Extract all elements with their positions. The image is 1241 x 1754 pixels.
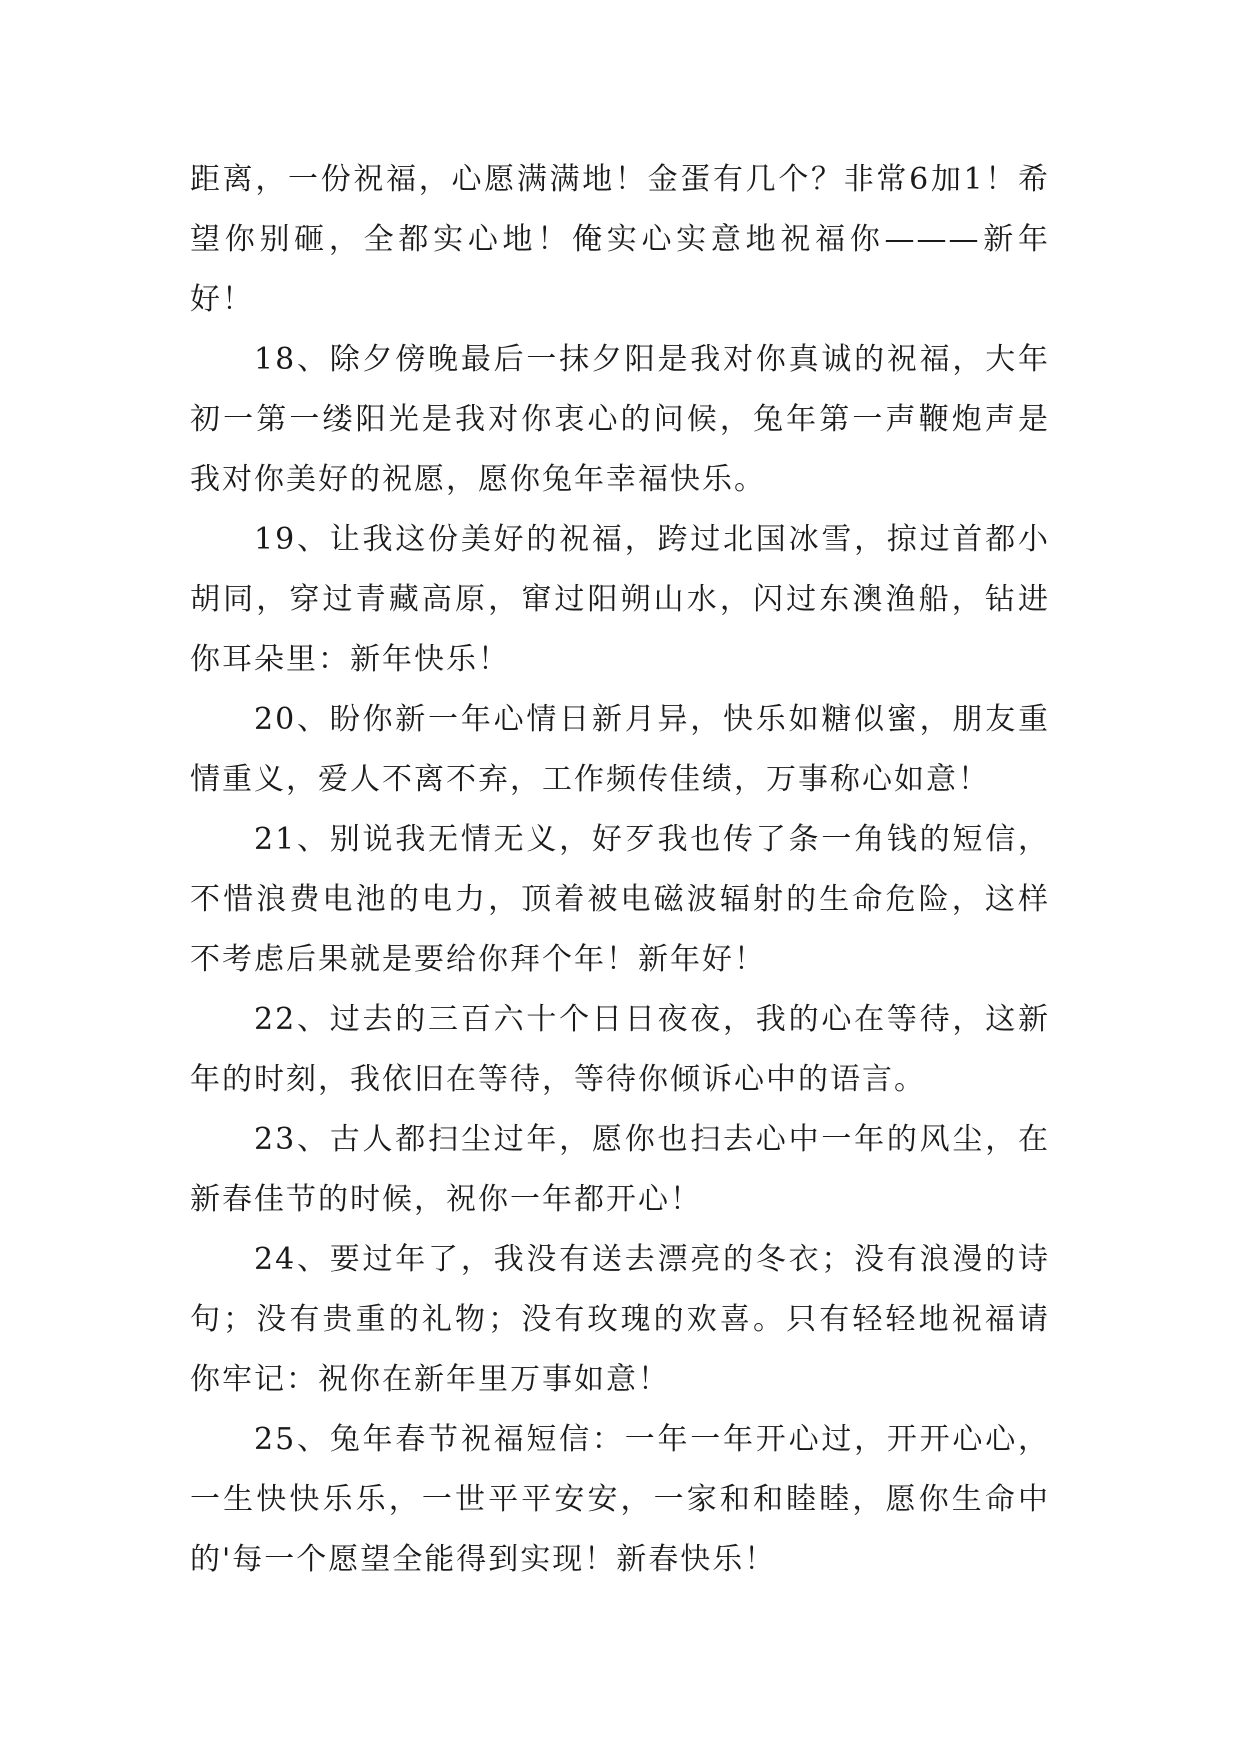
paragraph-21: 21、别说我无情无义，好歹我也传了条一角钱的短信，不惜浪费电池的电力，顶着被电磁波辐射的生命危险，这样不考虑后果就是要给你拜个年！新年好！ [190,822,1050,977]
paragraph-19: 19、让我这份美好的祝福，跨过北国冰雪，掠过首都小胡同，穿过青藏高原，窜过阳朔山水，闪过东澳渔船，钻进你耳朵里：新年快乐！ [190,522,1050,677]
document-page [190,150,1050,1590]
paragraph-continued: 距离，一份祝福，心愿满满地！金蛋有几个？非常6加1！希望你别砸，全都实心地！俺实心实意地祝福你———新年好！ [190,162,1050,317]
paragraph-23: 23、古人都扫尘过年，愿你也扫去心中一年的风尘，在新春佳节的时候，祝你一年都开心！ [190,1122,1050,1217]
paragraph-20: 20、盼你新一年心情日新月异，快乐如糖似蜜，朋友重情重义，爱人不离不弃，工作频传佳绩，万事称心如意！ [190,702,1050,797]
paragraph-24: 24、要过年了，我没有送去漂亮的冬衣；没有浪漫的诗句；没有贵重的礼物；没有玫瑰的欢喜。只有轻轻地祝福请你牢记：祝你在新年里万事如意！ [190,1242,1050,1397]
paragraph-22: 22、过去的三百六十个日日夜夜，我的心在等待，这新年的时刻，我依旧在等待，等待你倾诉心中的语言。 [190,1002,1050,1097]
paragraph-18: 18、除夕傍晚最后一抹夕阳是我对你真诚的祝福，大年初一第一缕阳光是我对你衷心的问候，兔年第一声鞭炮声是我对你美好的祝愿，愿你兔年幸福快乐。 [190,342,1050,497]
paragraph-25: 25、兔年春节祝福短信：一年一年开心过，开开心心，一生快快乐乐，一世平平安安，一家和和睦睦，愿你生命中的'每一个愿望全能得到实现！新春快乐！ [190,1422,1050,1577]
